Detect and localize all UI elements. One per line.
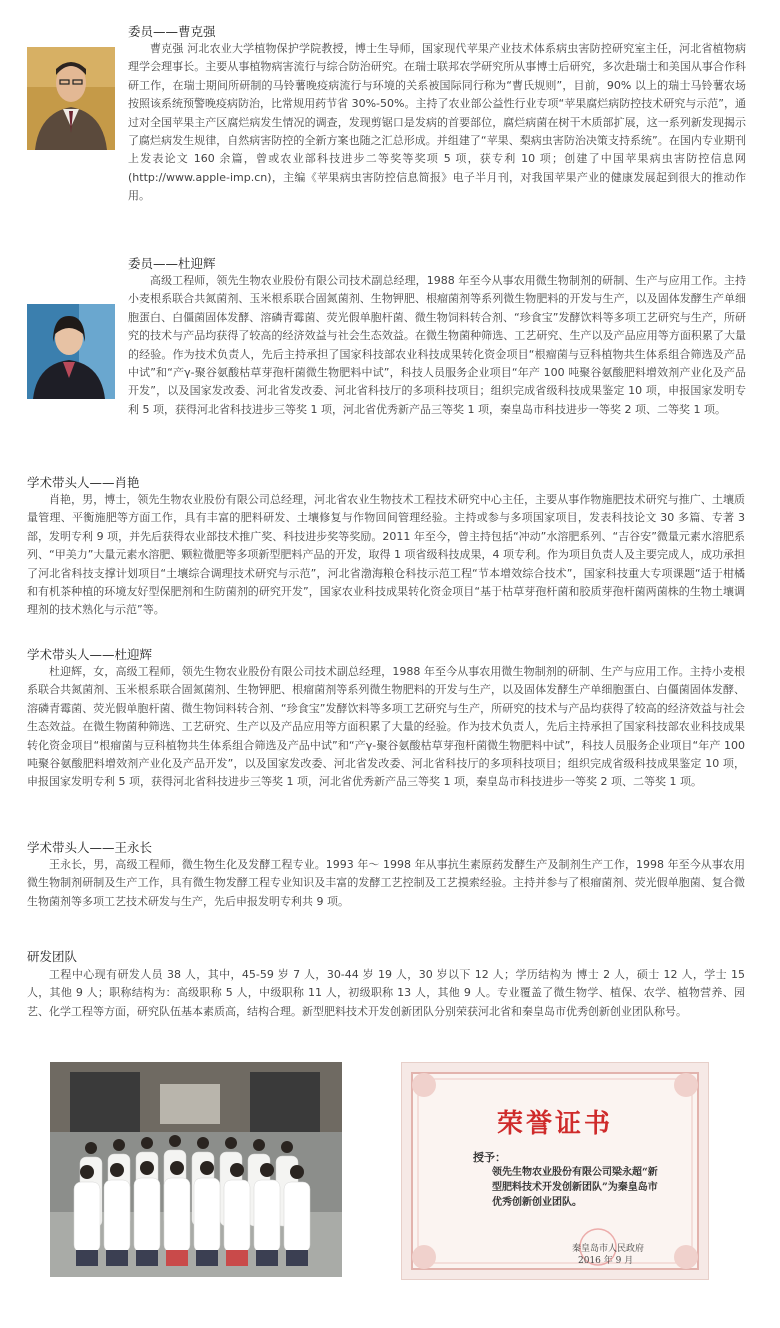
certificate-body: 领先生物农业股份有限公司梁永超“新型肥料技术开发创新团队”为秦皇岛市优秀创新创业团队。: [492, 1167, 658, 1208]
certificate-title: 荣誉证书: [496, 1109, 613, 1139]
certificate-date: 2016 年 9 月: [578, 1256, 634, 1266]
leader-heading-wang: 学术带头人——王永长: [27, 840, 153, 855]
leader-bio-text: 肖艳，男，博士，领先生物农业股份有限公司总经理，河北省农业生物技术工程技术研究中心主任，主要从事作物施肥技术研究与推广、土壤质量管理、平衡施肥等方面工作，具有丰富的肥料研发、土壤修复与作物回间管理经验。主持或参与多项国家项目，发表科技论文 30 多篇、专著 3 部，发明专利 9 项，并先后获得农业部技术推广奖、科技进步奖等奖励。2011 年至今，曾主持包括“冲动”水溶肥系列、“吉谷安”微量元素水溶肥系列、“甲美力”大量元素水溶肥、颗粒微肥等多项新型肥料产品的开发，取得 1 项省级科技成果，4 项专利。作为项目负责人及主要完成人，成功承担了河北省科技支撑计划项目“土壤综合调理技术研究与示范”，河北省渤海粮仓科技示范工程“节本增效综合技术”，国家科技重大专项课题“适于柑橘和有机茶种植的环境友好型保肥剂和生防菌剂的研究开发”，国家农业科技成果转化资金项目“基于枯草芽孢杆菌和胶质芽孢杆菌两菌株的生物土壤调理剂的技术熟化与示范”等。: [27, 493, 745, 617]
leader-bio-wang: [27, 856, 745, 926]
team-description: [27, 966, 745, 1026]
member-bio-cao: [128, 40, 746, 220]
leader-bio-du: [27, 663, 745, 823]
leader-bio-xiao: [27, 491, 745, 631]
team-photo: [50, 1062, 342, 1277]
team-heading: 研发团队: [27, 949, 78, 964]
member-bio-text: 曹克强 河北农业大学植物保护学院教授，博士生导师，国家现代苹果产业技术体系病虫害防控研究室主任，河北省植物病理学会理事长。主要从事植物病害流行与综合防治研究。在瑞士联邦农学研究所从事博士后研究，多次赴瑞士和美国从事合作科研工作，在瑞士期间所研制的马铃薯晚疫病流行与环境的关系被国际同行称为“曹氏规则”，目前，90% 以上的瑞士马铃薯农场按照该系统预警晚疫病防治，比常规用药节省 30%-50%。主持了农业部公益性行业专项“苹果腐烂病防控技术研究与示范”，通过对全国苹果主产区腐烂病发生情况的调查，发现剪锯口是发病的首要部位，腐烂病菌在树干木质部扩展，这一系列新发现揭示了腐烂病发生规律，自然病害防控的全新方案也随之汇总形成。并组建了“苹果、梨病虫害防治决策支持系统”。在国内专业期刊上发表论文 160 余篇，曾或农业部科技进步二等奖等奖项 5 项，获专利 10 项；创建了中国苹果病虫害防控信息网(http://www.apple-imp.cn)，主编《苹果病虫害防控信息简报》电子半月刊，对我国苹果产业的健康发展起到很大的推动作用。: [128, 42, 746, 203]
leader-bio-text: 王永长，男，高级工程师，微生物生化及发酵工程专业。1993 年～ 1998 年从事抗生素原药发酵生产及制剂生产工作，1998 年至今从事农用微生物制剂研制及生产工作，具有微生物发酵工程专业知识及丰富的发酵工艺控制及工艺摸索经验。主持并参与了根瘤菌剂、荧光假单胞菌、复合微生物菌剂等多项工艺技术研发与生产，先后申报发明专利共 9 项。: [27, 858, 745, 908]
leader-heading-xiao: 学术带头人——肖艳: [27, 475, 140, 490]
member-bio-du: [128, 272, 746, 442]
leader-heading-du: 学术带头人——杜迎辉: [27, 647, 153, 662]
member-bio-text: 高级工程师，领先生物农业股份有限公司技术副总经理，1988 年至今从事农用微生物制剂的研制、生产与应用工作。主持小麦根系联合共氮菌剂、玉米根系联合固氮菌剂、生物钾肥、根瘤菌剂等系列微生物肥料的开发与生产，以及固体发酵生产单细胞蛋白、白僵菌固体发酵、溶磷青霉菌、荧光假单胞杆菌、微生物饲料转合剂、“珍食宝”发酵饮料等多项工艺研究与生产，所研究的技术与产品均获得了较高的经济效益与社会生态效益。在微生物菌种筛选、工艺研究、生产以及产品应用等方面积累了大量的经验。作为技术负责人，先后主持承担了国家科技部农业科技成果转化资金项目“根瘤菌与豆科植物共生体系组合筛选及产品中试”和“产γ-聚谷氨酸枯草芽孢杆菌微生物肥料中试”，科技人员服务企业项目“年产 100 吨聚谷氨酸肥料增效剂产业化及产品开发”，以及国家发改委、河北省发改委、河北省科技厅的多项科技项目；组织完成省级科技成果鉴定 10 项，申报国家发明专利 5 项，获得河北省科技进步三等奖 1 项，河北省优秀新产品三等奖 1 项，秦皇岛市科技进步一等奖 2 项、二等奖 1 项。: [128, 274, 746, 416]
portrait-cao-keqiang: [27, 47, 115, 150]
portrait-du-yinghui: [27, 304, 115, 399]
team-text: 工程中心现有研发人员 38 人，其中，45-59 岁 7 人，30-44 岁 19 人，30 岁以下 12 人；学历结构为 博士 2 人，硕士 12 人，学士 15 人，其他 9 人；职称结构为：高级职称 5 人，中级职称 11 人，初级职称 13 人，其他 9 人。专业覆盖了微生物学、植保、农学、植物营养、园艺、化学工程等方面，研究队伍基本素质高，结构合理。新型肥料技术开发创新团队分别荣获河北省和秦皇岛市优秀创新创业团队称号。: [27, 968, 745, 1018]
certificate-recipient-label: 授予：: [473, 1151, 506, 1164]
member-heading-cao: 委员——曹克强: [128, 24, 216, 39]
honor-certificate: [401, 1062, 709, 1280]
certificate-issuer: 秦皇岛市人民政府: [572, 1244, 645, 1254]
member-heading-du: 委员——杜迎辉: [128, 256, 216, 271]
leader-bio-text: 杜迎辉，女，高级工程师，领先生物农业股份有限公司技术副总经理，1988 年至今从事农用微生物制剂的研制、生产与应用工作。主持小麦根系联合共氮菌剂、玉米根系联合固氮菌剂、生物钾肥、根瘤菌剂等系列微生物肥料的开发与生产，以及固体发酵生产单细胞蛋白、白僵菌固体发酵、溶磷青霉菌、荧光假单胞杆菌、微生物饲料转合剂、“珍食宝”发酵饮料等多项工艺研究与生产，所研究的技术与产品均获得了较高的经济效益与社会生态效益。在微生物菌种筛选、工艺研究、生产以及产品应用等方面积累了大量的经验。作为技术负责人，先后主持承担了国家科技部农业科技成果转化资金项目“根瘤菌与豆科植物共生体系组合筛选及产品中试”和“产γ-聚谷氨酸枯草芽孢杆菌微生物肥料中试”，科技人员服务企业项目“年产 100 吨聚谷氨酸肥料增效剂产业化及产品开发”，以及国家发改委、河北省发改委、河北省科技厅的多项科技项目；组织完成省级科技成果鉴定 10 项，申报国家发明专利 5 项，获得河北省科技进步三等奖 1 项，河北省优秀新产品三等奖 1 项，秦皇岛市科技进步一等奖 2 项、二等奖 1 项。: [27, 665, 745, 789]
